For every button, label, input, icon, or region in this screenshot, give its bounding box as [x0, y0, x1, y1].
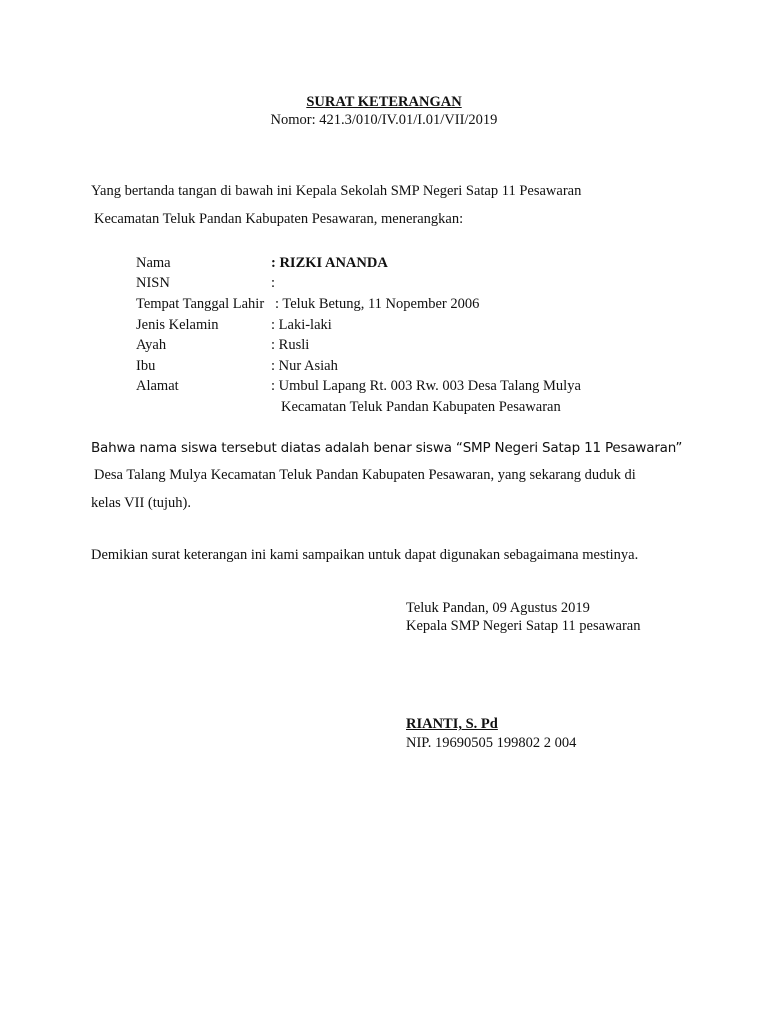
mother-value: : Nur Asiah	[271, 358, 338, 374]
address-value-line-1: : Umbul Lapang Rt. 003 Rw. 003 Desa Talang Mulya	[271, 378, 581, 394]
statement-line-2: Desa Talang Mulya Kecamatan Teluk Pandan Kabupaten Pesawaran, yang sekarang duduk di	[94, 467, 636, 483]
place-date: Teluk Pandan, 09 Agustus 2019	[406, 600, 590, 616]
statement-line-1: Bahwa nama siswa tersebut diatas adalah benar siswa “SMP Negeri Satap 11 Pesawaran”	[91, 440, 683, 456]
nama-value: : RIZKI ANANDA	[271, 255, 388, 271]
nisn-value: :	[271, 275, 276, 291]
birth-label: Tempat Tanggal Lahir	[136, 296, 265, 312]
birth-value: : Teluk Betung, 11 Nopember 2006	[275, 296, 480, 312]
father-label: Ayah	[136, 337, 167, 353]
address-value-line-2: Kecamatan Teluk Pandan Kabupaten Pesawaran	[281, 399, 561, 415]
signatory-name: RIANTI, S. Pd	[406, 716, 498, 732]
closing-paragraph: Demikian surat keterangan ini kami sampaikan untuk dapat digunakan sebagaimana mestinya.	[91, 547, 639, 563]
intro-line-1: Yang bertanda tangan di bawah ini Kepala Sekolah SMP Negeri Satap 11 Pesawaran	[91, 183, 582, 199]
father-value: : Rusli	[271, 337, 310, 353]
nisn-label: NISN	[136, 275, 170, 291]
signatory-nip: NIP. 19690505 199802 2 004	[406, 735, 577, 751]
document-number: Nomor: 421.3/010/IV.01/I.01/VII/2019	[270, 112, 498, 128]
address-label: Alamat	[136, 378, 179, 394]
mother-label: Ibu	[136, 358, 156, 374]
document-title: SURAT KETERANGAN	[306, 94, 462, 110]
signatory-position: Kepala SMP Negeri Satap 11 pesawaran	[406, 618, 641, 634]
intro-line-2: Kecamatan Teluk Pandan Kabupaten Pesawaran, menerangkan:	[94, 211, 464, 227]
gender-label: Jenis Kelamin	[136, 317, 219, 333]
statement-line-3: kelas VII (tujuh).	[91, 495, 191, 511]
nama-label: Nama	[136, 255, 171, 271]
gender-value: : Laki-laki	[271, 317, 332, 333]
